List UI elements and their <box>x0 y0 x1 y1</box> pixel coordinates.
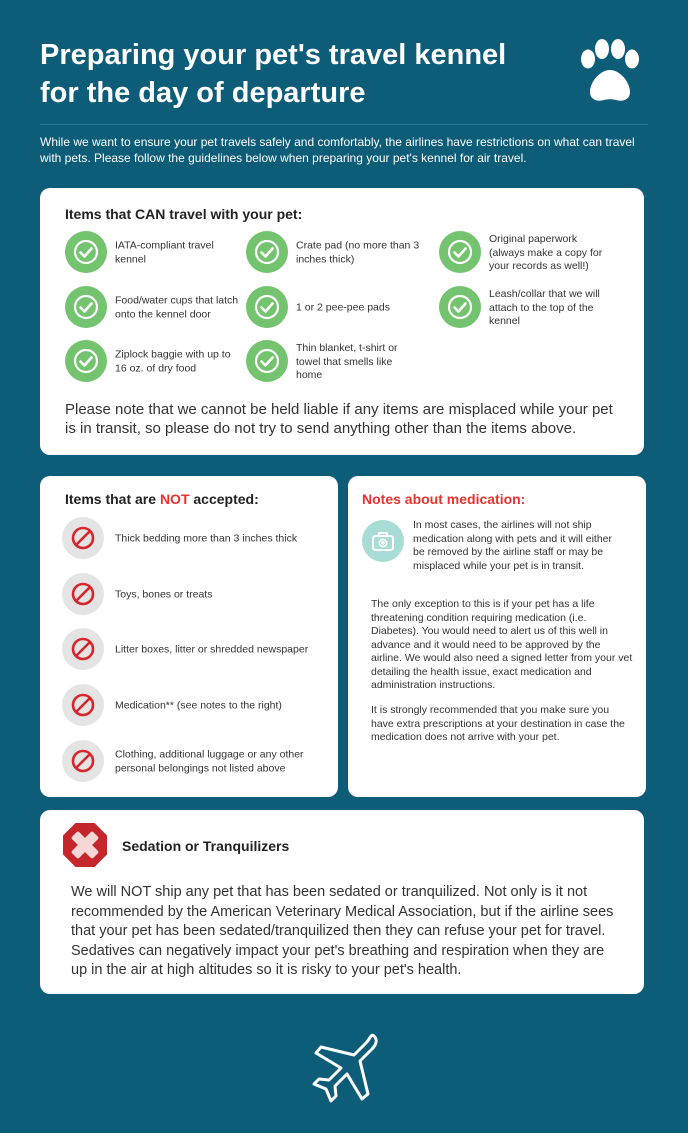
not-accepted-heading-highlight: NOT <box>159 491 190 507</box>
prohibited-icon <box>62 684 104 726</box>
page-title: Preparing your pet's travel kennel for the day of departure <box>40 39 507 109</box>
can-travel-item <box>439 286 619 330</box>
not-accepted-item <box>62 628 332 672</box>
can-travel-item-text: 1 or 2 pee-pee pads <box>296 301 390 314</box>
can-travel-item <box>246 340 426 384</box>
not-accepted-card <box>40 476 338 797</box>
checkmark-icon <box>246 231 288 273</box>
medication-paragraph: In most cases, the airlines will not ship medication along with pets and it will either be removed by the airline staff or may be misplaced while your pet is in transit. <box>413 519 613 572</box>
sedation-title: Sedation or Tranquilizers <box>122 838 290 854</box>
can-travel-card <box>40 188 644 455</box>
not-accepted-item-text: Medication** (see notes to the right) <box>115 699 282 712</box>
checkmark-icon <box>65 286 107 328</box>
not-accepted-heading-pre: Items that are <box>65 491 160 507</box>
checkmark-icon <box>246 340 288 382</box>
can-travel-item-text: Original paperwork (always make a copy for your records as well!) <box>489 232 603 272</box>
first-aid-kit-icon <box>362 520 404 562</box>
prohibited-icon <box>62 517 104 559</box>
checkmark-icon <box>439 286 481 328</box>
can-travel-item <box>65 340 245 384</box>
sedation-body: We will NOT ship any pet that has been sedated or tranquilized. Not only is it not recommended by the American Veterinary Medical Association, but if the airline sees that your pet has been sedated/tranquilized then they can refuse your pet for travel. Sedatives can negatively impact your pet's breathing and respiration when they are up in the air at high altitudes so it is risky to your pet's health. <box>71 884 614 978</box>
not-accepted-item <box>62 573 332 617</box>
checkmark-icon <box>65 340 107 382</box>
can-travel-item-text: IATA-compliant travel kennel <box>115 239 214 265</box>
medication-heading: Notes about medication: <box>362 491 526 507</box>
checkmark-icon <box>439 231 481 273</box>
prohibited-icon <box>62 573 104 615</box>
paw-icon <box>574 38 646 108</box>
intro-text: While we want to ensure your pet travels safely and comfortably, the airlines have restrictions on what can travel with pets. Please follow the guidelines below when preparing your pet's kennel for air travel. <box>40 135 635 165</box>
medication-paragraph: The only exception to this is if your pet has a life threatening condition requiring medication (i.e. Diabetes). You would need to alert us of this well in advance and it would need to be approved by the airline. We would also need a signed letter from your vet detailing the health issue, exact medication and administration instructions. <box>371 598 633 691</box>
can-travel-item <box>439 231 619 275</box>
can-travel-item <box>65 286 245 330</box>
prohibited-icon <box>62 628 104 670</box>
can-travel-item-text: Crate pad (no more than 3 inches thick) <box>296 239 420 265</box>
not-accepted-item <box>62 517 332 561</box>
can-travel-item-text: Ziplock baggie with up to 16 oz. of dry food <box>115 348 231 374</box>
not-accepted-item-text: Toys, bones or treats <box>115 588 213 601</box>
checkmark-icon <box>65 231 107 273</box>
prohibited-icon <box>62 740 104 782</box>
can-travel-item-text: Leash/collar that we will attach to the top of the kennel <box>489 287 600 327</box>
can-travel-heading: Items that CAN travel with your pet: <box>65 206 303 222</box>
sedation-warning-icon <box>62 822 108 868</box>
medication-card <box>348 476 646 797</box>
not-accepted-heading <box>65 491 259 507</box>
not-accepted-item-text: Thick bedding more than 3 inches thick <box>115 532 298 545</box>
airplane-icon <box>306 1032 382 1104</box>
can-travel-item <box>65 231 245 275</box>
can-travel-item-text: Thin blanket, t-shirt or towel that smells like home <box>296 341 398 381</box>
checkmark-icon <box>246 286 288 328</box>
not-accepted-item <box>62 740 332 784</box>
can-travel-item <box>246 231 426 275</box>
can-travel-item-text: Food/water cups that latch onto the kennel door <box>115 294 239 320</box>
not-accepted-heading-post: accepted: <box>189 491 259 507</box>
header-divider <box>40 124 648 125</box>
liability-note: Please note that we cannot be held liable if any items are misplaced while your pet is in transit, so please do not try to send anything other than the items above. <box>65 401 613 437</box>
not-accepted-item <box>62 684 332 728</box>
medication-paragraph: It is strongly recommended that you make sure you have extra prescriptions at your destination in case the medication does not arrive with your pet. <box>371 704 625 743</box>
can-travel-item <box>246 286 426 330</box>
sedation-card <box>40 810 644 994</box>
not-accepted-item-text: Clothing, additional luggage or any other personal belongings not listed above <box>115 748 304 774</box>
not-accepted-item-text: Litter boxes, litter or shredded newspaper <box>115 643 309 656</box>
